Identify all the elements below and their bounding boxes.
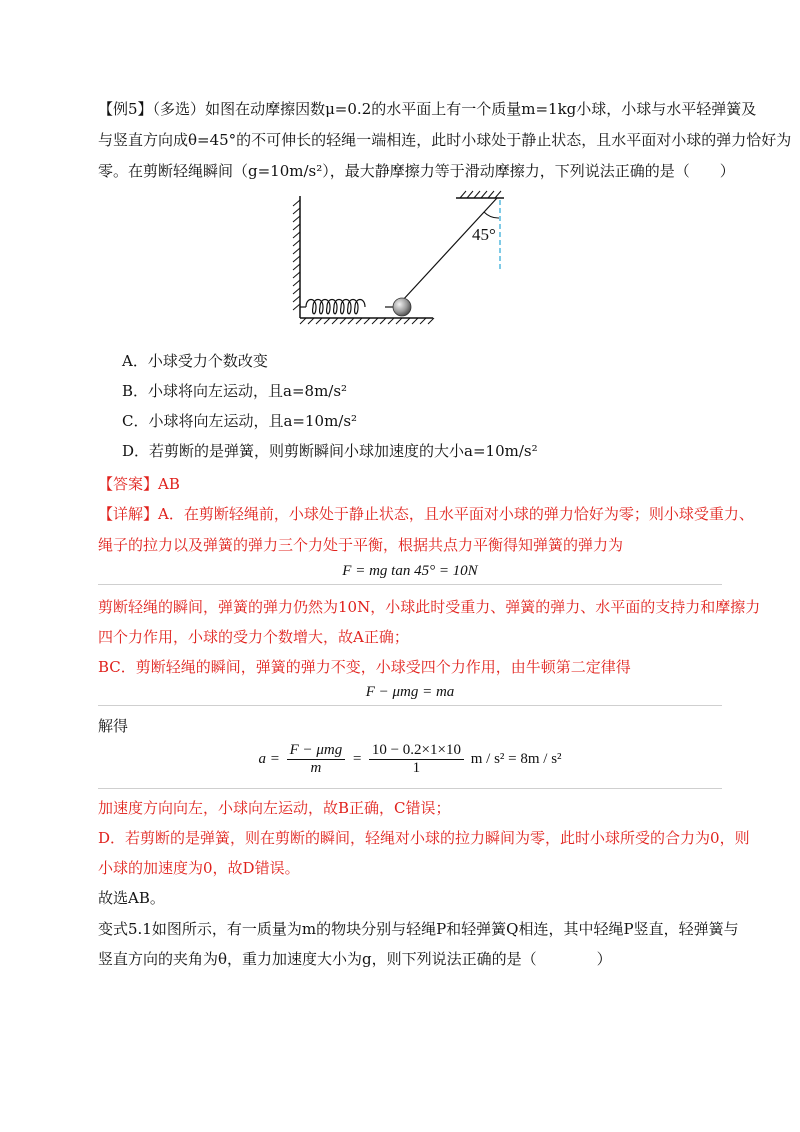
- eq3-denominator-2: 1: [412, 760, 421, 776]
- option-b: B．小球将向左运动，且a=8m/s²: [122, 382, 348, 400]
- option-c: C．小球将向左运动，且a=10m/s²: [122, 412, 358, 430]
- explain-line-2: 绳子的拉力以及弹簧的弹力三个力处于平衡，根据共点力平衡得知弹簧的弹力为: [98, 536, 624, 554]
- explain-line-10: 故选AB。: [98, 889, 165, 907]
- explain-line-8: D．若剪断的是弹簧，则在剪断的瞬间，轻绳对小球的拉力瞬间为零，此时小球所受的合力为0，则: [98, 829, 750, 847]
- option-d: D．若剪断的是弹簧，则剪断瞬间小球加速度的大小a=10m/s²: [122, 442, 538, 460]
- explain-line-9: 小球的加速度为0，故D错误。: [98, 859, 300, 877]
- answer-label: 【答案】: [98, 475, 159, 493]
- variant-line-2: 竖直方向的夹角为θ，重力加速度大小为g，则下列说法正确的是（ ）: [98, 950, 612, 968]
- eq3-lhs: a =: [258, 751, 280, 767]
- spring: [300, 300, 394, 314]
- explain-label: 【详解】: [98, 505, 159, 523]
- option-a: A．小球受力个数改变: [122, 352, 268, 370]
- eq3-denominator-1: m: [310, 760, 322, 776]
- explain-line-1: [98, 504, 754, 524]
- explain-line-4: 四个力作用，小球的受力个数增大，故A正确；: [98, 628, 409, 646]
- problem-line-1: [98, 99, 756, 119]
- explain-line-5: BC．剪断轻绳的瞬间，弹簧的弹力不变，小球受四个力作用，由牛顿第二定律得: [98, 658, 631, 676]
- eq3-fraction-1: [287, 742, 346, 777]
- explain-line-6: 解得: [98, 717, 129, 735]
- floor: [300, 318, 434, 324]
- equation-2: F − μmg = ma: [98, 681, 722, 706]
- answer-value: AB: [158, 475, 180, 493]
- rope: [402, 198, 497, 301]
- eq3-numerator-1: F − μmg: [287, 742, 346, 760]
- left-wall: [293, 196, 300, 318]
- eq3-numerator-2: 10 − 0.2×1×10: [369, 742, 464, 760]
- angle-label: 45°: [472, 225, 496, 244]
- eq3-fraction-2: [369, 742, 464, 777]
- equation-3: a = $\frac{\text{F − μmg}}{m}$ = $\frac{10 - 0.2\times 1\times 10}{1}$ m / s² = 8m / s²: [98, 738, 722, 789]
- physics-diagram: [290, 186, 510, 326]
- answer-line: [98, 474, 180, 494]
- problem-tag: 【例5】: [98, 100, 153, 118]
- ceiling: [456, 191, 504, 198]
- eq3-rhs: m / s² = 8m / s²: [470, 751, 562, 767]
- angle-arc: [484, 212, 499, 218]
- ball: [393, 298, 411, 316]
- explain-line-7: 加速度方向向左，小球向左运动，故B正确，C错误；: [98, 799, 451, 817]
- problem-multi-select-note: （多选）: [152, 100, 206, 118]
- variant-line-1: 变式5.1如图所示，有一质量为m的物块分别与轻绳P和轻弹簧Q相连，其中轻绳P竖直，轻弹簧与: [98, 920, 739, 938]
- problem-text-1: 如图在动摩擦因数μ=0.2的水平面上有一个质量m=1kg小球，小球与水平轻弹簧及: [205, 100, 757, 118]
- problem-line-3: 零。在剪断轻绳瞬间（g=10m/s²），最大静摩擦力等于滑动摩擦力，下列说法正确的是（ ）: [98, 162, 735, 180]
- explain-line-3: 剪断轻绳的瞬间，弹簧的弹力仍然为10N，小球此时受重力、弹簧的弹力、水平面的支持力和摩擦力: [98, 598, 761, 616]
- problem-line-2: 与竖直方向成θ=45°的不可伸长的轻绳一端相连，此时小球处于静止状态，且水平面对小球的弹力恰好为: [98, 131, 792, 149]
- equation-1: F = mg tan 45° = 10N: [98, 560, 722, 585]
- explain-text-1: A．在剪断轻绳前，小球处于静止状态，且水平面对小球的弹力恰好为零；则小球受重力、: [158, 505, 754, 523]
